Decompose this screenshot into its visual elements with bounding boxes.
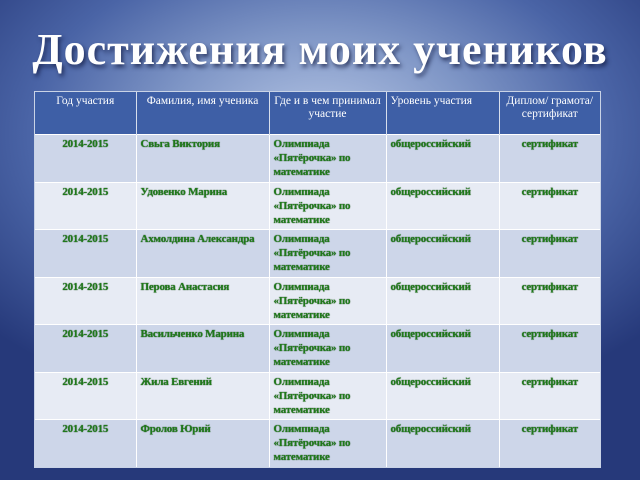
cell-award: сертификат	[499, 277, 600, 325]
cell-event: Олимпиада «Пятёрочка» по математике	[269, 277, 386, 325]
achievements-table	[35, 92, 600, 467]
cell-student-name: Васильченко Марина	[136, 325, 269, 373]
cell-award: сертификат	[499, 372, 600, 420]
cell-student-name: Жила Евгений	[136, 372, 269, 420]
table-row	[35, 135, 600, 183]
cell-year: 2014-2015	[35, 277, 136, 325]
cell-student-name: Перова Анастасия	[136, 277, 269, 325]
table-row	[35, 420, 600, 467]
cell-award: сертификат	[499, 182, 600, 230]
cell-student-name: Фролов Юрий	[136, 420, 269, 467]
cell-level: общероссийский	[386, 230, 499, 278]
header-year: Год участия	[35, 92, 136, 135]
cell-award: сертификат	[499, 325, 600, 373]
header-award: Диплом/ грамота/ сертификат	[499, 92, 600, 135]
cell-student-name: Свьга Виктория	[136, 135, 269, 183]
table-header	[35, 92, 600, 135]
cell-level: общероссийский	[386, 135, 499, 183]
header-row	[35, 92, 600, 135]
cell-event: Олимпиада «Пятёрочка» по математике	[269, 325, 386, 373]
cell-event: Олимпиада «Пятёрочка» по математике	[269, 230, 386, 278]
cell-award: сертификат	[499, 135, 600, 183]
cell-award: сертификат	[499, 420, 600, 467]
cell-level: общероссийский	[386, 277, 499, 325]
cell-award: сертификат	[499, 230, 600, 278]
header-event: Где и в чем принимал участие	[269, 92, 386, 135]
cell-student-name: Ахмолдина Александра	[136, 230, 269, 278]
cell-level: общероссийский	[386, 420, 499, 467]
table-row	[35, 230, 600, 278]
cell-year: 2014-2015	[35, 135, 136, 183]
cell-event: Олимпиада «Пятёрочка» по математике	[269, 420, 386, 467]
cell-level: общероссийский	[386, 325, 499, 373]
table-row	[35, 325, 600, 373]
cell-level: общероссийский	[386, 372, 499, 420]
page-title: Достижения моих учеников	[32, 25, 608, 74]
header-student-name: Фамилия, имя ученика	[136, 92, 269, 135]
cell-event: Олимпиада «Пятёрочка» по математике	[269, 182, 386, 230]
achievements-table-container	[34, 91, 601, 468]
cell-year: 2014-2015	[35, 325, 136, 373]
cell-level: общероссийский	[386, 182, 499, 230]
table-row	[35, 277, 600, 325]
cell-student-name: Удовенко Марина	[136, 182, 269, 230]
cell-event: Олимпиада «Пятёрочка» по математике	[269, 135, 386, 183]
cell-year: 2014-2015	[35, 182, 136, 230]
cell-year: 2014-2015	[35, 230, 136, 278]
table-row	[35, 182, 600, 230]
cell-year: 2014-2015	[35, 372, 136, 420]
table-row	[35, 372, 600, 420]
table-body	[35, 135, 600, 468]
header-level: Уровень участия	[386, 92, 499, 135]
cell-event: Олимпиада «Пятёрочка» по математике	[269, 372, 386, 420]
cell-year: 2014-2015	[35, 420, 136, 467]
